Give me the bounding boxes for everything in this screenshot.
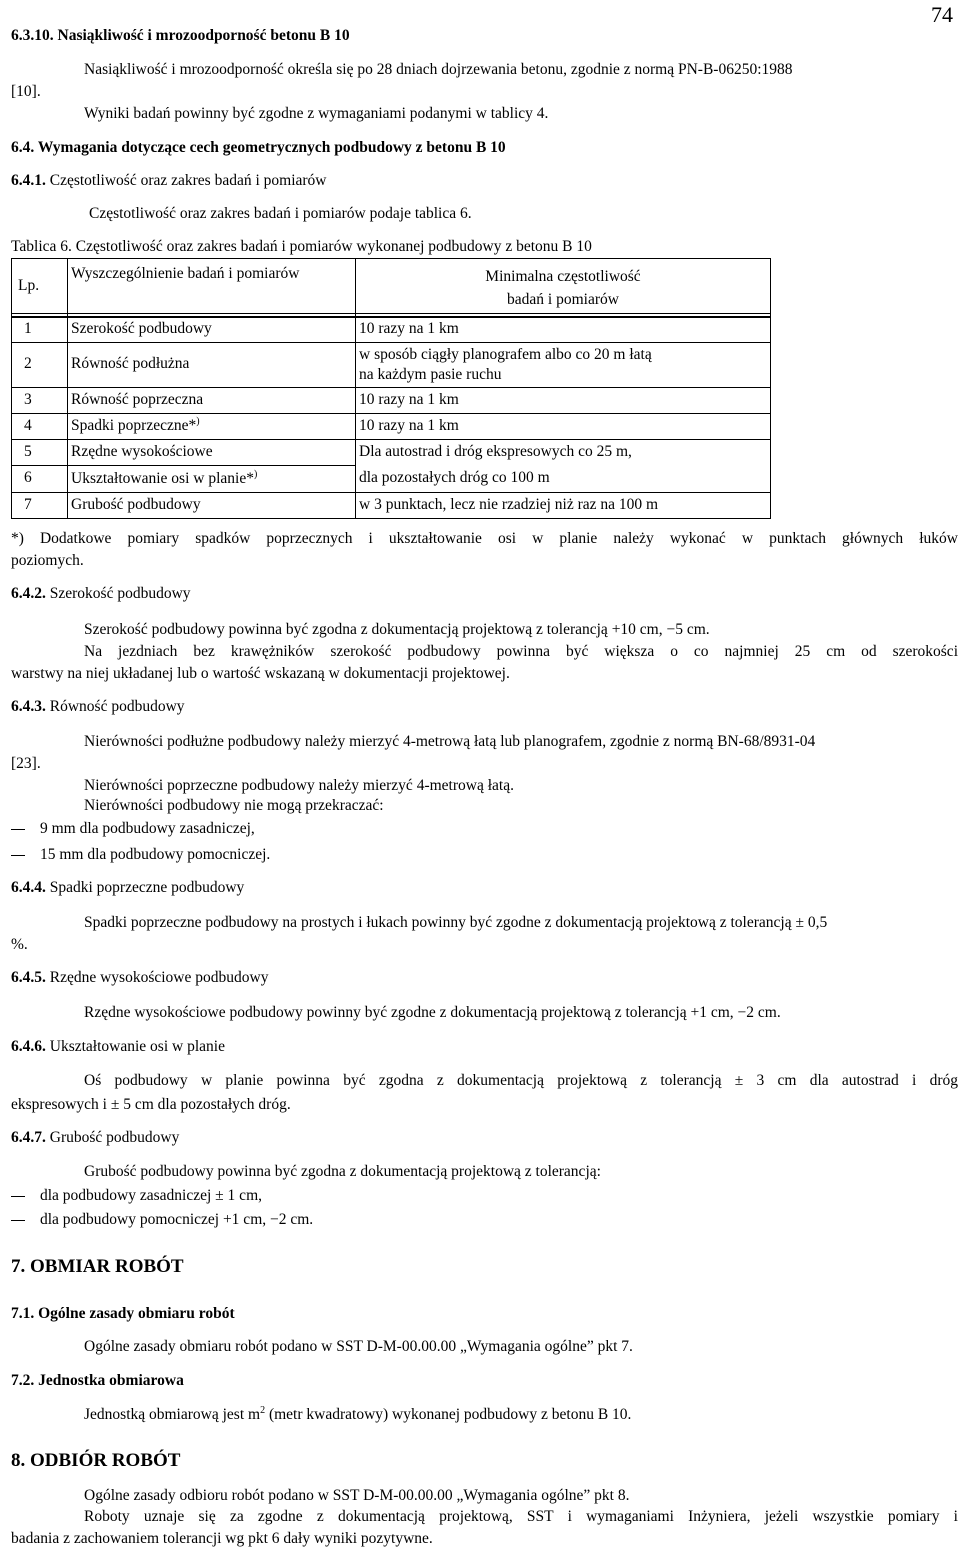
section-7-2-heading: 7.2. Jednostka obmiarowa [11, 1372, 184, 1389]
table-6-footnote-cont: poziomych. [11, 552, 84, 569]
section-6-4-6-heading: 6.4.6. Ukształtowanie osi w planie [11, 1038, 225, 1055]
section-8-paragraph-2-cont: badania z zachowaniem tolerancji wg pkt 6 dały wyniki pozytywne. [11, 1530, 433, 1547]
row-lp: 1 [12, 317, 68, 342]
list-dash-icon [11, 1220, 25, 1221]
table-row [12, 413, 771, 439]
table-row [12, 465, 771, 492]
row-description: Szerokość podbudowy [68, 317, 356, 342]
section-7-2-paragraph: Jednostką obmiarową jest $m^2$ (metr kwadratowy) wykonanej podbudowy z betonu B 10. [84, 1405, 632, 1424]
section-6-4-3-paragraph-1: Nierówności podłużne podbudowy należy mierzyć 4-metrową łatą lub planografem, zgodnie z normą BN-68/8931-04 [84, 733, 816, 750]
row-lp: 4 [12, 413, 68, 439]
header-lp: Lp. [12, 259, 68, 314]
list-dash-icon [11, 829, 25, 830]
row-description: Równość poprzeczna [68, 387, 356, 413]
section-6-4-5-heading: 6.4.5. Rzędne wysokościowe podbudowy [11, 969, 269, 986]
section-6-4-6-paragraph-cont: ekspresowych i ± 5 cm dla pozostałych dróg. [11, 1096, 291, 1113]
table-6-caption: Tablica 6. Częstotliwość oraz zakres badań i pomiarów wykonanej podbudowy z betonu B 10 [11, 238, 592, 255]
section-6-4-2-paragraph-2: Na jezdniach bez krawężników szerokość podbudowy powinna być większa o co najmniej 25 cm od szerokości [84, 643, 958, 660]
row-frequency: dla pozostałych dróg co 100 m [356, 465, 771, 492]
list-item: 9 mm dla podbudowy zasadniczej, [40, 820, 255, 837]
section-6-3-10-paragraph-1-cont: [10]. [11, 83, 41, 100]
table-6-footnote: *) Dodatkowe pomiary spadków poprzecznych i ukształtowanie osi w planie należy wykonać w punktach głównych łuków [11, 530, 958, 547]
section-6-4-7-paragraph: Grubość podbudowy powinna być zgodna z dokumentacją projektową z tolerancją: [84, 1163, 601, 1180]
list-item: dla podbudowy pomocniczej +1 cm, −2 cm. [40, 1211, 314, 1228]
list-dash-icon [11, 1196, 25, 1197]
section-6-4-heading: 6.4. Wymagania dotyczące cech geometrycznych podbudowy z betonu B 10 [11, 139, 506, 156]
list-item: 15 mm dla podbudowy pomocniczej. [40, 846, 271, 863]
table-row [12, 439, 771, 465]
section-6-4-1-heading: 6.4.1. Częstotliwość oraz zakres badań i pomiarów [11, 172, 327, 189]
row-description: Grubość podbudowy [68, 492, 356, 518]
section-6-3-10-heading: 6.3.10. Nasiąkliwość i mrozoodporność betonu B 10 [11, 27, 350, 44]
section-6-4-3-paragraph-2: Nierówności poprzeczne podbudowy należy mierzyć 4-metrową łatą. [84, 777, 514, 794]
section-6-4-4-paragraph: Spadki poprzeczne podbudowy na prostych i łukach powinny być zgodne z dokumentacją projektową z tolerancją ± 0,5 [84, 914, 828, 931]
section-6-4-1-paragraph: Częstotliwość oraz zakres badań i pomiarów podaje tablica 6. [89, 205, 472, 222]
list-item: dla podbudowy zasadniczej ± 1 cm, [40, 1187, 262, 1204]
section-6-4-5-paragraph: Rzędne wysokościowe podbudowy powinny być zgodne z dokumentacją projektową z tolerancją +1 cm, −2 cm. [84, 1004, 781, 1021]
section-6-4-7-heading: 6.4.7. Grubość podbudowy [11, 1129, 180, 1146]
list-dash-icon [11, 855, 25, 856]
row-description: Równość podłużna [68, 342, 356, 387]
row-description: Rzędne wysokościowe [68, 439, 356, 465]
row-frequency: 10 razy na 1 km [356, 387, 771, 413]
section-8-paragraph-2: Roboty uznaje się za zgodne z dokumentacją projektową, SST i wymaganiami Inżyniera, jeżeli wszystkie pomiary i [84, 1508, 958, 1525]
row-frequency: w 3 punktach, lecz nie rzadziej niż raz na 100 m [356, 492, 771, 518]
section-7-heading: 7. OBMIAR ROBÓT [11, 1256, 184, 1277]
row-lp: 7 [12, 492, 68, 518]
section-6-4-3-heading: 6.4.3. Równość podbudowy [11, 698, 185, 715]
section-7-1-paragraph: Ogólne zasady obmiaru robót podano w SST D-M-00.00.00 „Wymagania ogólne” pkt 7. [84, 1338, 633, 1355]
row-lp: 3 [12, 387, 68, 413]
page-number: 74 [931, 2, 953, 27]
row-frequency: 10 razy na 1 km [356, 317, 771, 342]
table-6 [11, 258, 771, 519]
header-frequency: Minimalna częstotliwość badań i pomiarów [356, 259, 771, 314]
table-row [12, 342, 771, 387]
row-frequency: w sposób ciągły planografem albo co 20 m łatą na każdym pasie ruchu [356, 342, 771, 387]
section-6-4-3-paragraph-1-cont: [23]. [11, 755, 41, 772]
section-6-4-4-paragraph-cont: %. [11, 936, 28, 953]
header-description: Wyszczególnienie badań i pomiarów [68, 259, 356, 314]
section-6-3-10-paragraph-2: Wyniki badań powinny być zgodne z wymaganiami podanymi w tablicy 4. [84, 105, 549, 122]
section-6-4-4-heading: 6.4.4. Spadki poprzeczne podbudowy [11, 879, 245, 896]
table-row [12, 317, 771, 342]
section-6-4-6-paragraph: Oś podbudowy w planie powinna być zgodna z dokumentacją projektową z tolerancją ± 3 cm dla autostrad i dróg [84, 1072, 958, 1089]
section-8-heading: 8. ODBIÓR ROBÓT [11, 1450, 181, 1471]
row-description: Ukształtowanie osi w planie*) [68, 465, 356, 492]
section-8-paragraph-1: Ogólne zasady odbioru robót podano w SST D-M-00.00.00 „Wymagania ogólne” pkt 8. [84, 1487, 630, 1504]
section-7-1-heading: 7.1. Ogólne zasady obmiaru robót [11, 1305, 235, 1322]
row-lp: 2 [12, 342, 68, 387]
row-description: Spadki poprzeczne*) [68, 413, 356, 439]
table-row [12, 492, 771, 518]
section-6-4-2-paragraph-2-cont: warstwy na niej układanej lub o wartość wskazaną w dokumentacji projektowej. [11, 665, 510, 682]
row-frequency: Dla autostrad i dróg ekspresowych co 25 m, [356, 439, 771, 465]
row-frequency: 10 razy na 1 km [356, 413, 771, 439]
section-6-4-3-paragraph-3: Nierówności podbudowy nie mogą przekraczać: [84, 797, 384, 814]
row-lp: 6 [12, 465, 68, 492]
section-6-3-10-paragraph-1: Nasiąkliwość i mrozoodporność określa się po 28 dniach dojrzewania betonu, zgodnie z normą PN-B-06250:1988 [84, 61, 793, 78]
row-lp: 5 [12, 439, 68, 465]
section-6-4-2-heading: 6.4.2. Szerokość podbudowy [11, 585, 191, 602]
table-row [12, 387, 771, 413]
section-6-4-2-paragraph-1: Szerokość podbudowy powinna być zgodna z dokumentacją projektową z tolerancją +10 cm, −5 cm. [84, 621, 710, 638]
table-header-row [12, 259, 771, 314]
